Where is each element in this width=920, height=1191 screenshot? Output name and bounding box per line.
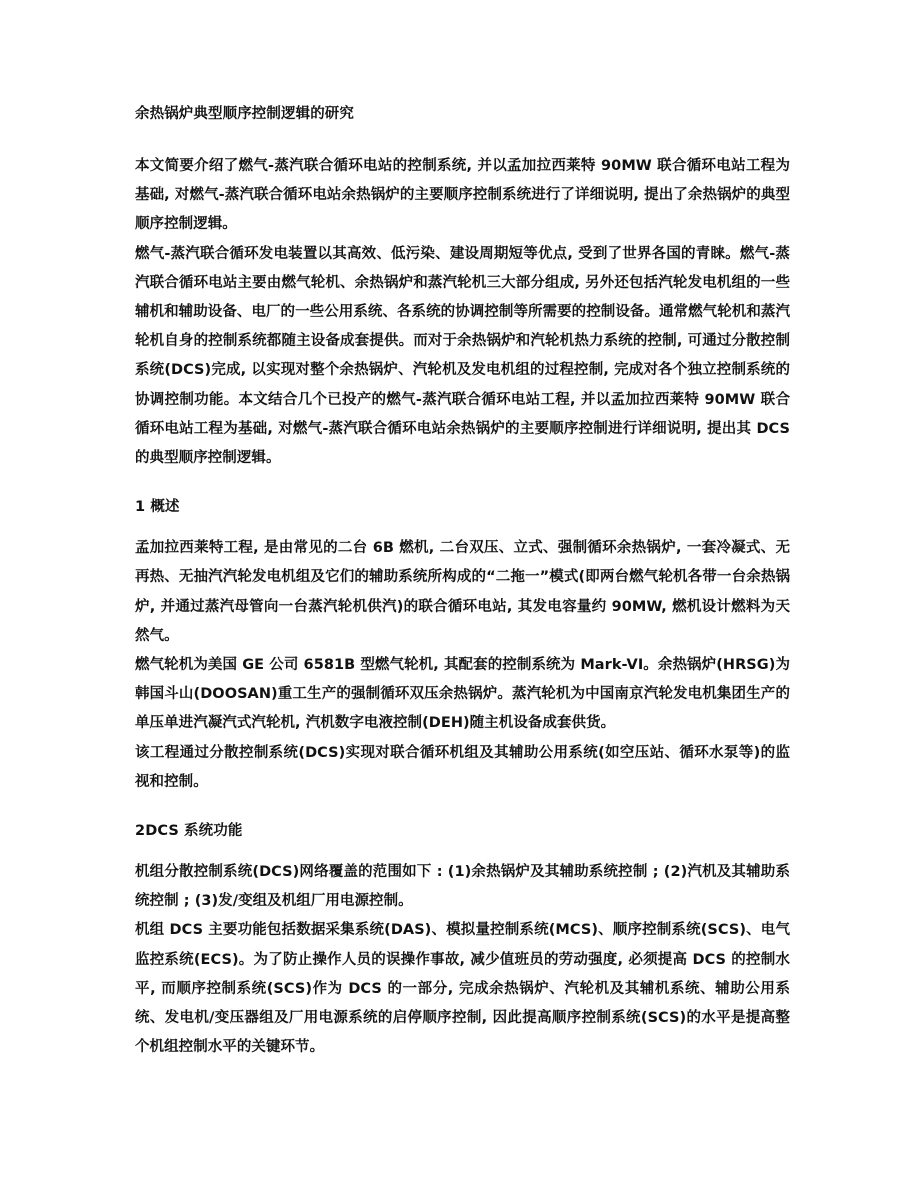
overview-paragraph-2: 燃气轮机为美国 GE 公司 6581B 型燃气轮机, 其配套的控制系统为 Mark-VI。余热锅炉(HRSG)为韩国斗山(DOOSAN)重工生产的强制循环双压余热锅炉。蒸汽轮机为中国南京汽轮发电机集团生产的单压单进汽凝汽式汽轮机, 汽机数字电液控制(DEH)随主机设备成套供货。 [135,657,790,732]
introduction-paragraph: 燃气-蒸汽联合循环发电装置以其高效、低污染、建设周期短等优点, 受到了世界各国的青睐。燃气-蒸汽联合循环电站主要由燃气轮机、余热锅炉和蒸汽轮机三大部分组成, 另外还包括汽轮发电机组的一些辅机和辅助设备、电厂的一些公用系统、各系统的协调控制等所需要的控制设备。通常燃气轮机和蒸汽轮机自身的控制系统都随主设备成套提供。而对于余热锅炉和汽轮机热力系统的控制, 可通过分散控制系统(DCS)完成, 以实现对整个余热锅炉、汽轮机及发电机组的过程控制, 完成对各个独立控制系统的协调控制功能。本文结合几个已投产的燃气-蒸汽联合循环电站工程, 并以孟加拉西莱特 90MW 联合循环电站工程为基础, 对燃气-蒸汽联合循环电站余热锅炉的主要顺序控制进行详细说明, 提出其 DCS 的典型顺序控制逻辑。 [135,245,790,467]
abstract-paragraph: 本文简要介绍了燃气-蒸汽联合循环电站的控制系统, 并以孟加拉西莱特 90MW 联合循环电站工程为基础, 对燃气-蒸汽联合循环电站余热锅炉的主要顺序控制系统进行了详细说明, 提出了余热锅炉的典型顺序控制逻辑。 [135,158,790,233]
section-heading-1: 1 概述 [135,499,180,516]
dcs-functions-paragraph: 机组 DCS 主要功能包括数据采集系统(DAS)、模拟量控制系统(MCS)、顺序控制系统(SCS)、电气监控系统(ECS)。为了防止操作人员的误操作事故, 减少值班员的劳动强度, 必须提高 DCS 的控制水平, 而顺序控制系统(SCS)作为 DCS 的一部分, 完成余热锅炉、汽轮机及其辅机系统、辅助公用系统、发电机/变压器组及厂用电源系统的启停顺序控制, 因此提高顺序控制系统(SCS)的水平是提高整个机组控制水平的关键环节。 [135,922,790,1056]
dcs-scope-paragraph: 机组分散控制系统(DCS)网络覆盖的范围如下 : (1)余热锅炉及其辅助系统控制 ; (2)汽机及其辅助系统控制 ; (3)发/变组及机组厂用电源控制。 [135,864,790,910]
section-heading-2: 2DCS 系统功能 [135,823,243,840]
overview-paragraph-1: 孟加拉西莱特工程, 是由常见的二台 6B 燃机, 二台双压、立式、强制循环余热锅炉, 一套冷凝式、无再热、无抽汽汽轮发电机组及它们的辅助系统所构成的“二拖一”模式(即两台燃气轮机各带一台余热锅炉, 并通过蒸汽母管向一台蒸汽轮机供汽)的联合循环电站, 其发电容量约 90MW, 燃机设计燃料为天然气。 [135,540,790,644]
overview-paragraph-3: 该工程通过分散控制系统(DCS)实现对联合循环机组及其辅助公用系统(如空压站、循环水泵等)的监视和控制。 [135,744,790,790]
document-body [135,100,790,1062]
page-title: 余热锅炉典型顺序控制逻辑的研究 [135,106,354,122]
